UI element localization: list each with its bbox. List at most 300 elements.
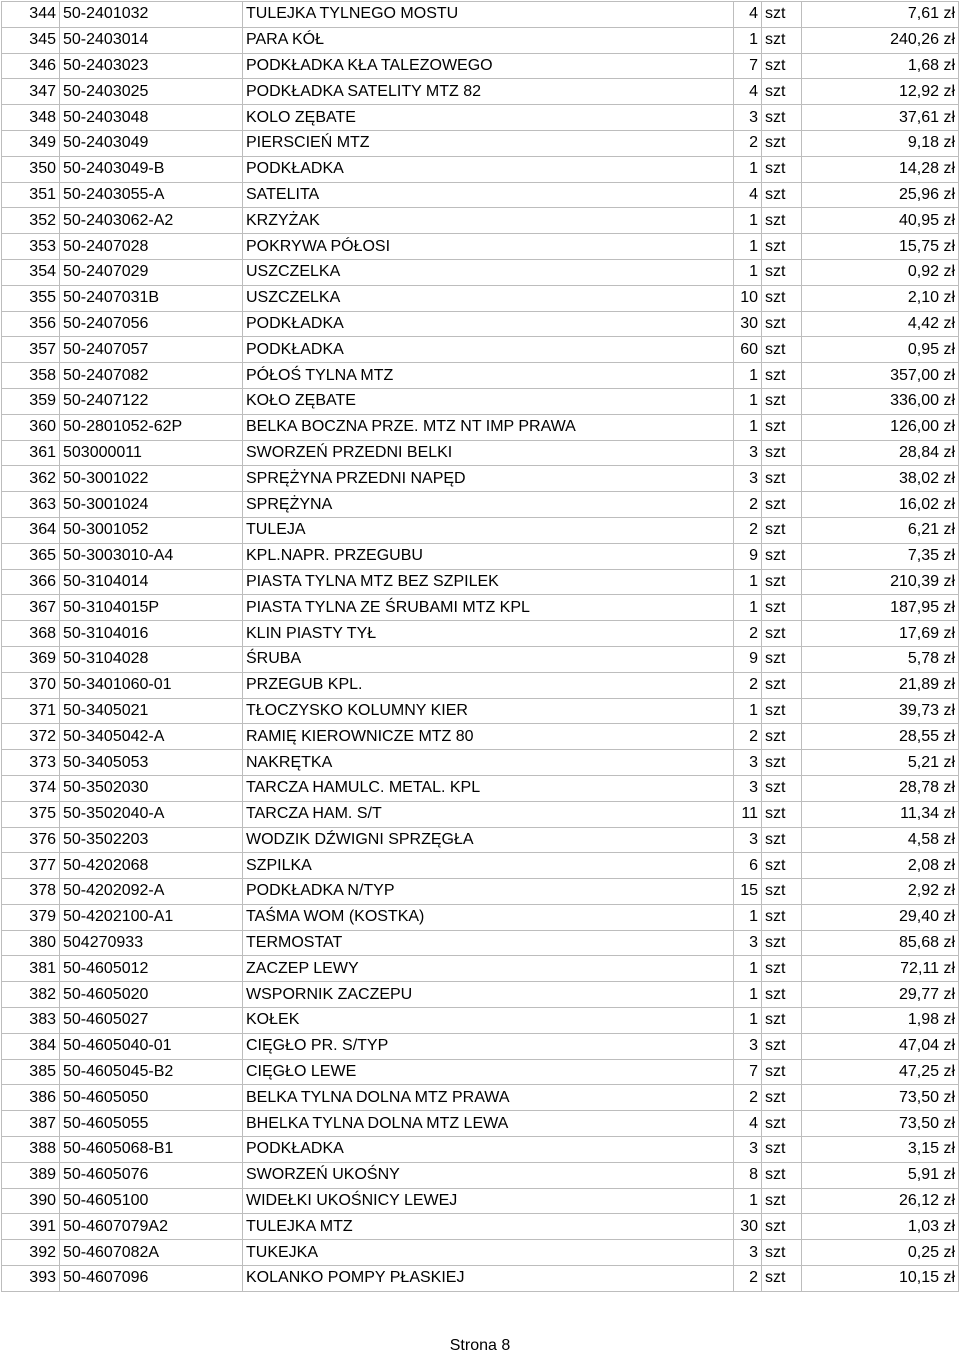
part-name-cell: TULEJKA MTZ <box>243 1214 734 1240</box>
quantity-cell: 1 <box>734 698 762 724</box>
quantity-cell: 9 <box>734 543 762 569</box>
table-row <box>2 543 959 569</box>
row-number-cell: 357 <box>2 337 60 363</box>
row-number-cell: 380 <box>2 930 60 956</box>
row-number-cell: 382 <box>2 982 60 1008</box>
table-row <box>2 853 959 879</box>
row-number-cell: 386 <box>2 1085 60 1111</box>
quantity-cell: 2 <box>734 492 762 518</box>
table-row <box>2 208 959 234</box>
row-number-cell: 355 <box>2 285 60 311</box>
table-row <box>2 930 959 956</box>
part-name-cell: PODKŁADKA SATELITY MTZ 82 <box>243 79 734 105</box>
row-number-cell: 363 <box>2 492 60 518</box>
quantity-cell: 60 <box>734 337 762 363</box>
part-name-cell: BHELKA TYLNA DOLNA MTZ LEWA <box>243 1111 734 1137</box>
price-cell: 2,08 zł <box>802 853 959 879</box>
unit-cell: szt <box>762 775 802 801</box>
part-code-cell: 50-4605040-01 <box>60 1033 243 1059</box>
unit-cell: szt <box>762 879 802 905</box>
part-name-cell: USZCZELKA <box>243 285 734 311</box>
part-code-cell: 50-2403049-B <box>60 156 243 182</box>
quantity-cell: 1 <box>734 595 762 621</box>
row-number-cell: 360 <box>2 414 60 440</box>
table-row <box>2 646 959 672</box>
row-number-cell: 389 <box>2 1162 60 1188</box>
quantity-cell: 1 <box>734 259 762 285</box>
part-name-cell: ZACZEP LEWY <box>243 956 734 982</box>
part-code-cell: 50-4607079A2 <box>60 1214 243 1240</box>
part-name-cell: SPRĘŻYNA <box>243 492 734 518</box>
unit-cell: szt <box>762 156 802 182</box>
price-cell: 1,68 zł <box>802 53 959 79</box>
price-cell: 15,75 zł <box>802 234 959 260</box>
table-row <box>2 827 959 853</box>
price-cell: 5,21 zł <box>802 750 959 776</box>
unit-cell: szt <box>762 827 802 853</box>
table-row <box>2 879 959 905</box>
quantity-cell: 30 <box>734 311 762 337</box>
table-row <box>2 982 959 1008</box>
part-code-cell: 50-3502203 <box>60 827 243 853</box>
part-code-cell: 50-2407056 <box>60 311 243 337</box>
table-row <box>2 363 959 389</box>
part-code-cell: 50-4605050 <box>60 1085 243 1111</box>
unit-cell: szt <box>762 388 802 414</box>
quantity-cell: 4 <box>734 2 762 28</box>
part-name-cell: SZPILKA <box>243 853 734 879</box>
part-code-cell: 50-4605012 <box>60 956 243 982</box>
row-number-cell: 364 <box>2 517 60 543</box>
price-cell: 40,95 zł <box>802 208 959 234</box>
unit-cell: szt <box>762 1111 802 1137</box>
table-row <box>2 440 959 466</box>
price-cell: 126,00 zł <box>802 414 959 440</box>
part-code-cell: 50-3502030 <box>60 775 243 801</box>
part-name-cell: NAKRĘTKA <box>243 750 734 776</box>
quantity-cell: 2 <box>734 1085 762 1111</box>
unit-cell: szt <box>762 27 802 53</box>
part-code-cell: 50-3502040-A <box>60 801 243 827</box>
part-name-cell: CIĘGŁO LEWE <box>243 1059 734 1085</box>
table-row <box>2 595 959 621</box>
part-code-cell: 50-2407057 <box>60 337 243 363</box>
price-cell: 240,26 zł <box>802 27 959 53</box>
price-cell: 21,89 zł <box>802 672 959 698</box>
row-number-cell: 344 <box>2 2 60 28</box>
row-number-cell: 391 <box>2 1214 60 1240</box>
unit-cell: szt <box>762 982 802 1008</box>
quantity-cell: 2 <box>734 621 762 647</box>
part-code-cell: 50-3405042-A <box>60 724 243 750</box>
table-row <box>2 53 959 79</box>
price-cell: 11,34 zł <box>802 801 959 827</box>
unit-cell: szt <box>762 311 802 337</box>
price-cell: 10,15 zł <box>802 1266 959 1292</box>
row-number-cell: 350 <box>2 156 60 182</box>
part-code-cell: 50-2403014 <box>60 27 243 53</box>
unit-cell: szt <box>762 750 802 776</box>
part-code-cell: 50-2403049 <box>60 130 243 156</box>
part-name-cell: RAMIĘ KIEROWNICZE MTZ 80 <box>243 724 734 750</box>
quantity-cell: 3 <box>734 930 762 956</box>
part-name-cell: CIĘGŁO PR. S/TYP <box>243 1033 734 1059</box>
quantity-cell: 15 <box>734 879 762 905</box>
table-row <box>2 259 959 285</box>
part-name-cell: PODKŁADKA <box>243 311 734 337</box>
table-row <box>2 1085 959 1111</box>
part-name-cell: PODKŁADKA <box>243 1137 734 1163</box>
part-code-cell: 50-2403055-A <box>60 182 243 208</box>
price-cell: 72,11 zł <box>802 956 959 982</box>
row-number-cell: 379 <box>2 904 60 930</box>
price-cell: 29,40 zł <box>802 904 959 930</box>
price-cell: 0,95 zł <box>802 337 959 363</box>
table-row <box>2 775 959 801</box>
row-number-cell: 385 <box>2 1059 60 1085</box>
quantity-cell: 3 <box>734 1137 762 1163</box>
part-code-cell: 50-2407029 <box>60 259 243 285</box>
price-cell: 39,73 zł <box>802 698 959 724</box>
table-row <box>2 569 959 595</box>
unit-cell: szt <box>762 904 802 930</box>
unit-cell: szt <box>762 672 802 698</box>
price-cell: 9,18 zł <box>802 130 959 156</box>
row-number-cell: 353 <box>2 234 60 260</box>
part-name-cell: PODKŁADKA KŁA TALEZOWEGO <box>243 53 734 79</box>
row-number-cell: 351 <box>2 182 60 208</box>
unit-cell: szt <box>762 1008 802 1034</box>
part-code-cell: 50-3104016 <box>60 621 243 647</box>
part-code-cell: 50-3001052 <box>60 517 243 543</box>
part-name-cell: SWORZEŃ PRZEDNI BELKI <box>243 440 734 466</box>
part-code-cell: 50-2407082 <box>60 363 243 389</box>
quantity-cell: 3 <box>734 1240 762 1266</box>
unit-cell: szt <box>762 492 802 518</box>
unit-cell: szt <box>762 1266 802 1292</box>
part-code-cell: 504270933 <box>60 930 243 956</box>
quantity-cell: 7 <box>734 1059 762 1085</box>
price-cell: 1,03 zł <box>802 1214 959 1240</box>
part-name-cell: PODKŁADKA N/TYP <box>243 879 734 905</box>
table-row <box>2 182 959 208</box>
part-code-cell: 50-4605100 <box>60 1188 243 1214</box>
part-name-cell: TŁOCZYSKO KOLUMNY KIER <box>243 698 734 724</box>
unit-cell: szt <box>762 1033 802 1059</box>
row-number-cell: 367 <box>2 595 60 621</box>
part-name-cell: BELKA BOCZNA PRZE. MTZ NT IMP PRAWA <box>243 414 734 440</box>
part-name-cell: PÓŁOŚ TYLNA MTZ <box>243 363 734 389</box>
part-code-cell: 50-2407031B <box>60 285 243 311</box>
quantity-cell: 3 <box>734 466 762 492</box>
price-cell: 38,02 zł <box>802 466 959 492</box>
quantity-cell: 2 <box>734 130 762 156</box>
quantity-cell: 9 <box>734 646 762 672</box>
unit-cell: szt <box>762 1188 802 1214</box>
part-name-cell: KLIN PIASTY TYŁ <box>243 621 734 647</box>
row-number-cell: 369 <box>2 646 60 672</box>
quantity-cell: 2 <box>734 672 762 698</box>
part-code-cell: 50-4202068 <box>60 853 243 879</box>
price-cell: 6,21 zł <box>802 517 959 543</box>
row-number-cell: 371 <box>2 698 60 724</box>
row-number-cell: 348 <box>2 105 60 131</box>
unit-cell: szt <box>762 621 802 647</box>
table-row <box>2 1162 959 1188</box>
row-number-cell: 358 <box>2 363 60 389</box>
part-name-cell: WODZIK DŹWIGNI SPRZĘGŁA <box>243 827 734 853</box>
table-row <box>2 130 959 156</box>
price-cell: 29,77 zł <box>802 982 959 1008</box>
price-cell: 7,35 zł <box>802 543 959 569</box>
row-number-cell: 374 <box>2 775 60 801</box>
unit-cell: szt <box>762 569 802 595</box>
price-cell: 4,42 zł <box>802 311 959 337</box>
row-number-cell: 390 <box>2 1188 60 1214</box>
quantity-cell: 3 <box>734 440 762 466</box>
row-number-cell: 378 <box>2 879 60 905</box>
part-name-cell: KPL.NAPR. PRZEGUBU <box>243 543 734 569</box>
quantity-cell: 3 <box>734 827 762 853</box>
table-row <box>2 724 959 750</box>
part-code-cell: 50-3405021 <box>60 698 243 724</box>
row-number-cell: 387 <box>2 1111 60 1137</box>
part-name-cell: KOLO ZĘBATE <box>243 105 734 131</box>
unit-cell: szt <box>762 1059 802 1085</box>
unit-cell: szt <box>762 724 802 750</box>
part-code-cell: 50-4605076 <box>60 1162 243 1188</box>
quantity-cell: 4 <box>734 79 762 105</box>
price-cell: 25,96 zł <box>802 182 959 208</box>
part-name-cell: TERMOSTAT <box>243 930 734 956</box>
row-number-cell: 381 <box>2 956 60 982</box>
row-number-cell: 365 <box>2 543 60 569</box>
unit-cell: szt <box>762 259 802 285</box>
part-name-cell: TARCZA HAMULC. METAL. KPL <box>243 775 734 801</box>
table-row <box>2 621 959 647</box>
price-cell: 2,10 zł <box>802 285 959 311</box>
table-row <box>2 79 959 105</box>
table-row <box>2 1111 959 1137</box>
price-cell: 357,00 zł <box>802 363 959 389</box>
part-code-cell: 50-4605068-B1 <box>60 1137 243 1163</box>
quantity-cell: 1 <box>734 956 762 982</box>
part-name-cell: KRZYŻAK <box>243 208 734 234</box>
price-cell: 85,68 zł <box>802 930 959 956</box>
part-code-cell: 50-4607082A <box>60 1240 243 1266</box>
table-row <box>2 492 959 518</box>
unit-cell: szt <box>762 595 802 621</box>
price-cell: 0,92 zł <box>802 259 959 285</box>
quantity-cell: 3 <box>734 105 762 131</box>
unit-cell: szt <box>762 363 802 389</box>
part-name-cell: TUKEJKA <box>243 1240 734 1266</box>
part-code-cell: 50-4202100-A1 <box>60 904 243 930</box>
quantity-cell: 1 <box>734 569 762 595</box>
part-code-cell: 50-3001024 <box>60 492 243 518</box>
quantity-cell: 1 <box>734 388 762 414</box>
part-code-cell: 50-2407122 <box>60 388 243 414</box>
unit-cell: szt <box>762 930 802 956</box>
row-number-cell: 361 <box>2 440 60 466</box>
unit-cell: szt <box>762 853 802 879</box>
part-code-cell: 50-2403048 <box>60 105 243 131</box>
table-row <box>2 285 959 311</box>
row-number-cell: 366 <box>2 569 60 595</box>
quantity-cell: 8 <box>734 1162 762 1188</box>
price-cell: 336,00 zł <box>802 388 959 414</box>
price-cell: 14,28 zł <box>802 156 959 182</box>
row-number-cell: 376 <box>2 827 60 853</box>
table-row <box>2 156 959 182</box>
row-number-cell: 346 <box>2 53 60 79</box>
part-name-cell: TARCZA HAM. S/T <box>243 801 734 827</box>
table-row <box>2 2 959 28</box>
table-row <box>2 234 959 260</box>
table-row <box>2 27 959 53</box>
row-number-cell: 359 <box>2 388 60 414</box>
parts-table <box>1 1 959 1292</box>
price-cell: 28,84 zł <box>802 440 959 466</box>
table-row <box>2 1137 959 1163</box>
quantity-cell: 1 <box>734 982 762 1008</box>
quantity-cell: 1 <box>734 904 762 930</box>
table-row <box>2 414 959 440</box>
unit-cell: szt <box>762 414 802 440</box>
unit-cell: szt <box>762 517 802 543</box>
unit-cell: szt <box>762 801 802 827</box>
part-code-cell: 50-4607096 <box>60 1266 243 1292</box>
quantity-cell: 1 <box>734 414 762 440</box>
price-cell: 0,25 zł <box>802 1240 959 1266</box>
unit-cell: szt <box>762 956 802 982</box>
part-name-cell: TULEJKA TYLNEGO MOSTU <box>243 2 734 28</box>
unit-cell: szt <box>762 1085 802 1111</box>
table-row <box>2 801 959 827</box>
part-code-cell: 50-4605045-B2 <box>60 1059 243 1085</box>
row-number-cell: 384 <box>2 1033 60 1059</box>
table-row <box>2 956 959 982</box>
part-code-cell: 50-2407028 <box>60 234 243 260</box>
part-code-cell: 503000011 <box>60 440 243 466</box>
quantity-cell: 3 <box>734 1033 762 1059</box>
table-row <box>2 1188 959 1214</box>
table-row <box>2 1033 959 1059</box>
quantity-cell: 7 <box>734 53 762 79</box>
table-row <box>2 105 959 131</box>
part-name-cell: TULEJA <box>243 517 734 543</box>
price-cell: 73,50 zł <box>802 1085 959 1111</box>
row-number-cell: 345 <box>2 27 60 53</box>
row-number-cell: 356 <box>2 311 60 337</box>
unit-cell: szt <box>762 1240 802 1266</box>
part-code-cell: 50-3003010-A4 <box>60 543 243 569</box>
row-number-cell: 354 <box>2 259 60 285</box>
table-row <box>2 904 959 930</box>
table-row <box>2 466 959 492</box>
unit-cell: szt <box>762 2 802 28</box>
row-number-cell: 373 <box>2 750 60 776</box>
part-code-cell: 50-3104014 <box>60 569 243 595</box>
part-name-cell: PODKŁADKA <box>243 156 734 182</box>
price-cell: 7,61 zł <box>802 2 959 28</box>
row-number-cell: 362 <box>2 466 60 492</box>
table-row <box>2 1008 959 1034</box>
part-name-cell: PARA KÓŁ <box>243 27 734 53</box>
part-code-cell: 50-4605027 <box>60 1008 243 1034</box>
price-cell: 3,15 zł <box>802 1137 959 1163</box>
table-row <box>2 672 959 698</box>
row-number-cell: 349 <box>2 130 60 156</box>
price-cell: 2,92 zł <box>802 879 959 905</box>
unit-cell: szt <box>762 543 802 569</box>
part-name-cell: PIASTA TYLNA ZE ŚRUBAMI MTZ KPL <box>243 595 734 621</box>
unit-cell: szt <box>762 440 802 466</box>
price-cell: 5,78 zł <box>802 646 959 672</box>
part-code-cell: 50-4605055 <box>60 1111 243 1137</box>
unit-cell: szt <box>762 646 802 672</box>
unit-cell: szt <box>762 337 802 363</box>
price-cell: 28,78 zł <box>802 775 959 801</box>
part-name-cell: WIDEŁKI UKOŚNICY LEWEJ <box>243 1188 734 1214</box>
part-name-cell: PIASTA TYLNA MTZ BEZ SZPILEK <box>243 569 734 595</box>
table-row <box>2 311 959 337</box>
row-number-cell: 392 <box>2 1240 60 1266</box>
part-code-cell: 50-3001022 <box>60 466 243 492</box>
quantity-cell: 2 <box>734 517 762 543</box>
part-name-cell: KOLANKO POMPY PŁASKIEJ <box>243 1266 734 1292</box>
table-row <box>2 750 959 776</box>
part-name-cell: PRZEGUB KPL. <box>243 672 734 698</box>
row-number-cell: 393 <box>2 1266 60 1292</box>
price-cell: 37,61 zł <box>802 105 959 131</box>
row-number-cell: 383 <box>2 1008 60 1034</box>
part-code-cell: 50-3401060-01 <box>60 672 243 698</box>
quantity-cell: 3 <box>734 750 762 776</box>
part-name-cell: KOŁEK <box>243 1008 734 1034</box>
part-name-cell: SPRĘŻYNA PRZEDNI NAPĘD <box>243 466 734 492</box>
unit-cell: szt <box>762 1137 802 1163</box>
part-code-cell: 50-2403062-A2 <box>60 208 243 234</box>
price-cell: 4,58 zł <box>802 827 959 853</box>
row-number-cell: 370 <box>2 672 60 698</box>
parts-table-body <box>2 2 959 1292</box>
table-row <box>2 337 959 363</box>
quantity-cell: 2 <box>734 724 762 750</box>
part-name-cell: BELKA TYLNA DOLNA MTZ PRAWA <box>243 1085 734 1111</box>
part-code-cell: 50-4605020 <box>60 982 243 1008</box>
part-code-cell: 50-3104015P <box>60 595 243 621</box>
unit-cell: szt <box>762 234 802 260</box>
unit-cell: szt <box>762 79 802 105</box>
unit-cell: szt <box>762 466 802 492</box>
quantity-cell: 4 <box>734 182 762 208</box>
part-name-cell: SWORZEŃ UKOŚNY <box>243 1162 734 1188</box>
quantity-cell: 10 <box>734 285 762 311</box>
unit-cell: szt <box>762 1214 802 1240</box>
unit-cell: szt <box>762 182 802 208</box>
row-number-cell: 377 <box>2 853 60 879</box>
part-name-cell: TAŚMA WOM (KOSTKA) <box>243 904 734 930</box>
unit-cell: szt <box>762 53 802 79</box>
unit-cell: szt <box>762 1162 802 1188</box>
quantity-cell: 1 <box>734 156 762 182</box>
table-row <box>2 698 959 724</box>
part-code-cell: 50-3405053 <box>60 750 243 776</box>
unit-cell: szt <box>762 105 802 131</box>
part-name-cell: WSPORNIK ZACZEPU <box>243 982 734 1008</box>
part-code-cell: 50-2401032 <box>60 2 243 28</box>
